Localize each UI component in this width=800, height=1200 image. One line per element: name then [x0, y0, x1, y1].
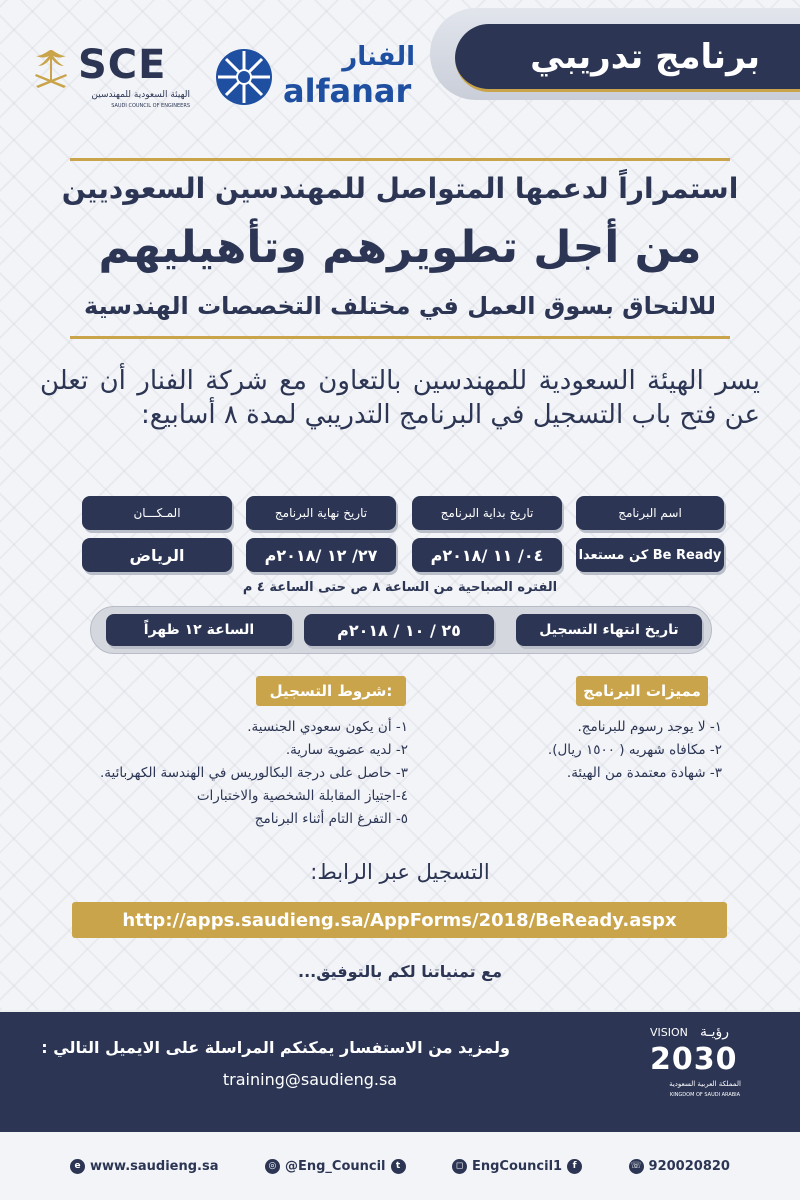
sce-english-name: SAUDI COUNCIL OF ENGINEERS: [111, 103, 190, 109]
twitter-text: @Eng_Council: [284, 1158, 386, 1174]
snapchat-icon: ◎: [265, 1159, 280, 1174]
twitter-contact[interactable]: [265, 1159, 406, 1174]
website-contact[interactable]: [70, 1159, 219, 1174]
inquiry-text: ولمزيد من الاستفسار يمكنكم المراسلة على الايميل التالي :: [41, 1038, 510, 1057]
globe-icon: e: [70, 1159, 85, 1174]
vision-kingdom-ar: المملكة العربية السعودية: [669, 1080, 741, 1088]
registration-end-time: الساعة ١٢ ظهراً: [106, 614, 292, 646]
list-item: ٢- لديه عضوية سارية.: [285, 742, 408, 758]
vision-word: VISION: [650, 1026, 688, 1039]
closing-text: مع تمنياتنا لكم بالتوفيق...: [297, 962, 502, 981]
twitter-icon: t: [391, 1159, 406, 1174]
list-item: ٣- شهادة معتمدة من الهيئة.: [566, 765, 722, 781]
instagram-icon: ◻: [452, 1159, 467, 1174]
registration-end-date: ٢٥ / ١٠ / ٢٠١٨م: [304, 614, 494, 646]
alfanar-english: alfanar: [283, 72, 412, 110]
period-note: الفتره الصباحية من الساعة ٨ ص حتى الساعة ٤ م: [242, 580, 558, 595]
intro-line-3: للالتحاق بسوق العمل في مختلف التخصصات الهندسية: [84, 292, 716, 320]
list-item: ٤-اجتياز المقابلة الشخصية والاختبارات: [196, 788, 408, 804]
contacts-bar: [0, 1132, 800, 1200]
title-banner: [430, 8, 800, 100]
registration-end-label: تاريخ انتهاء التسجيل: [516, 614, 702, 646]
value-program-name: كن مستعدا Be Ready: [576, 538, 724, 572]
phone-text: 920020820: [648, 1158, 730, 1174]
list-item: ١- لا يوجد رسوم للبرنامج.: [577, 719, 722, 735]
intro-line-1: استمراراً لدعمها المتواصل للمهندسين السعوديين: [61, 172, 739, 205]
contact-email[interactable]: training@saudieng.sa: [222, 1070, 398, 1089]
sce-logo: [30, 40, 190, 120]
vision-arabic: رؤيـة: [700, 1024, 730, 1040]
list-item: ٢- مكافاه شهريه ( ١٥٠٠ ريال).: [547, 742, 722, 758]
intro-line-2: من أجل تطويرهم وتأهيليهم: [98, 222, 702, 273]
list-item: ٥- التفرغ التام أثناء البرنامج: [254, 811, 408, 827]
alfanar-arabic: الفنار: [342, 42, 415, 72]
list-item: ٣- حاصل على درجة البكالوريس في الهندسة الكهربائية.: [99, 765, 408, 781]
divider-bottom: [70, 336, 730, 339]
facebook-contact[interactable]: [452, 1159, 582, 1174]
value-location: الرياض: [82, 538, 232, 572]
divider-top: [70, 158, 730, 161]
value-start-date: ٠٤/ ١١ /٢٠١٨م: [412, 538, 562, 572]
alfanar-logo: [215, 42, 415, 114]
registration-url-link[interactable]: http://apps.saudieng.sa/AppForms/2018/BeReady.aspx: [72, 902, 727, 938]
sce-arabic-name: الهيئة السعودية للمهندسين: [91, 90, 190, 100]
features-list: [450, 716, 722, 785]
vision-2030-logo: [650, 1026, 760, 1116]
vision-year: 2030: [650, 1042, 738, 1077]
vision-kingdom-en: KINGDOM OF SAUDI ARABIA: [669, 1092, 741, 1098]
register-label: التسجيل عبر الرابط:: [310, 860, 490, 884]
website-text: www.saudieng.sa: [90, 1158, 219, 1174]
header-location: المـكـــان: [82, 496, 232, 530]
list-item: ١- أن يكون سعودي الجنسية.: [247, 719, 408, 735]
header-start-date: تاريخ بداية البرنامج: [412, 496, 562, 530]
value-end-date: ٢٧/ ١٢ /٢٠١٨م: [246, 538, 396, 572]
header-end-date: تاريخ نهاية البرنامج: [246, 496, 396, 530]
facebook-icon: f: [567, 1159, 582, 1174]
sce-letters: SCE: [78, 42, 167, 88]
alfanar-emblem-icon: [215, 48, 273, 106]
phone-icon: ☏: [629, 1159, 644, 1174]
footer-band: [0, 1012, 800, 1132]
features-title: مميزات البرنامج: [576, 676, 708, 706]
header-program-name: اسم البرنامج: [576, 496, 724, 530]
facebook-text: EngCouncil1: [471, 1158, 563, 1174]
announcement-text: يسر الهيئة السعودية للمهندسين بالتعاون مع شركة الفنار أن تعلن عن فتح باب التسجيل في البرنامج التدريبي لمدة ٨ أسابيع:: [40, 366, 760, 430]
banner-title: برنامج تدريبي: [455, 24, 800, 92]
conditions-title: شروط التسجيل:: [256, 676, 406, 706]
conditions-list: [18, 716, 408, 831]
phone-contact[interactable]: [629, 1159, 730, 1174]
